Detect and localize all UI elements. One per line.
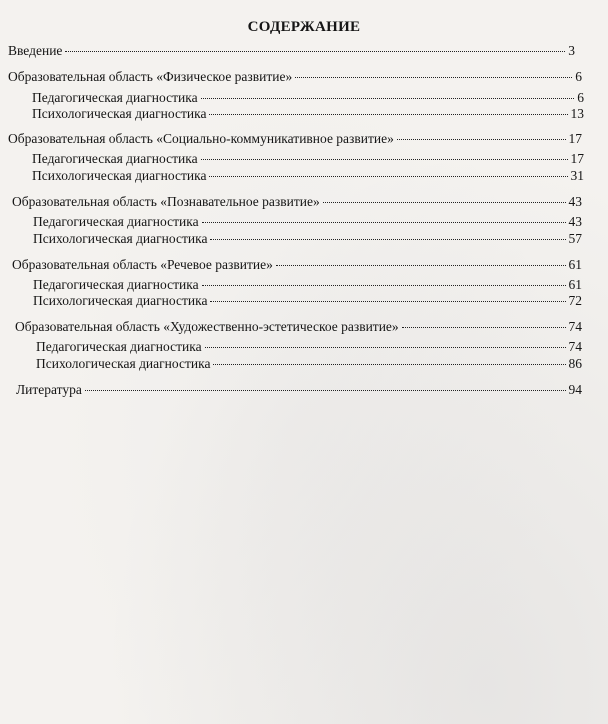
- toc-entry: [33, 213, 582, 231]
- dot-leader: [85, 390, 566, 391]
- toc-entry: [32, 150, 584, 168]
- toc-entry: [8, 68, 582, 86]
- toc-entry: [33, 292, 582, 310]
- toc-entry-page: 61: [568, 257, 582, 272]
- toc-entry-page: 3: [568, 43, 575, 58]
- toc-entry-label: Психологическая диагностика: [32, 106, 207, 121]
- toc-entry-label: Введение: [8, 43, 63, 58]
- dot-leader: [209, 176, 567, 177]
- dot-leader: [397, 139, 566, 140]
- toc-entry: [33, 230, 582, 248]
- toc-entry-label: Литература: [16, 382, 82, 397]
- toc-entry-page: 6: [575, 69, 582, 84]
- toc-entry-label: Педагогическая диагностика: [36, 339, 202, 354]
- toc-entry: [16, 381, 582, 399]
- toc-entry: [12, 256, 582, 274]
- toc-entry-label: Педагогическая диагностика: [32, 90, 198, 105]
- toc-entry-page: 31: [570, 168, 584, 183]
- toc-entry-page: 57: [568, 231, 582, 246]
- toc-entry-label: Психологическая диагностика: [32, 168, 207, 183]
- toc-entry-label: Психологическая диагностика: [36, 356, 211, 371]
- toc-entry-label: Педагогическая диагностика: [32, 151, 198, 166]
- toc-entry-page: 61: [568, 277, 582, 292]
- toc-entry-page: 94: [568, 382, 582, 397]
- dot-leader: [201, 159, 568, 160]
- toc-entry-page: 72: [568, 293, 582, 308]
- toc-entry-page: 43: [568, 214, 582, 229]
- dot-leader: [213, 364, 565, 365]
- dot-leader: [209, 114, 567, 115]
- toc-entry-label: Образовательная область «Физическое развитие»: [8, 69, 293, 84]
- toc-entry-page: 6: [577, 90, 584, 105]
- page-title: СОДЕРЖАНИЕ: [247, 19, 361, 35]
- dot-leader: [210, 239, 565, 240]
- toc-entry: [32, 105, 584, 123]
- dot-leader: [210, 301, 565, 302]
- toc-entry: [36, 355, 582, 373]
- toc-entry: [8, 42, 575, 60]
- dot-leader: [202, 222, 566, 223]
- toc-entry-page: 17: [570, 151, 584, 166]
- toc-entry-page: 43: [568, 194, 582, 209]
- dot-leader: [323, 202, 566, 203]
- toc-entry: [15, 318, 582, 336]
- dot-leader: [295, 77, 572, 78]
- toc-entry-label: Педагогическая диагностика: [33, 214, 199, 229]
- dot-leader: [276, 265, 566, 266]
- toc-entry-label: Образовательная область «Речевое развитие»: [12, 257, 273, 272]
- toc-entry-page: 13: [570, 106, 584, 121]
- dot-leader: [202, 285, 566, 286]
- toc-entry: [36, 338, 582, 356]
- toc-entry-page: 74: [568, 339, 582, 354]
- toc-entry: [8, 130, 582, 148]
- toc-entry: [12, 193, 582, 211]
- toc-entry-page: 17: [568, 131, 582, 146]
- toc-entry-label: Психологическая диагностика: [33, 293, 208, 308]
- toc-entry-label: Образовательная область «Художественно-эстетическое развитие»: [15, 319, 399, 334]
- toc-entry: [32, 167, 584, 185]
- dot-leader: [201, 98, 575, 99]
- toc-entry-label: Педагогическая диагностика: [33, 277, 199, 292]
- dot-leader: [402, 327, 566, 328]
- toc-entry-label: Образовательная область «Познавательное развитие»: [12, 194, 320, 209]
- toc-entry-label: Психологическая диагностика: [33, 231, 208, 246]
- dot-leader: [65, 51, 565, 52]
- dot-leader: [205, 347, 566, 348]
- toc-entry-page: 74: [568, 319, 582, 334]
- toc-entry-page: 86: [568, 356, 582, 371]
- toc-entry-label: Образовательная область «Социально-коммуникативное развитие»: [8, 131, 394, 146]
